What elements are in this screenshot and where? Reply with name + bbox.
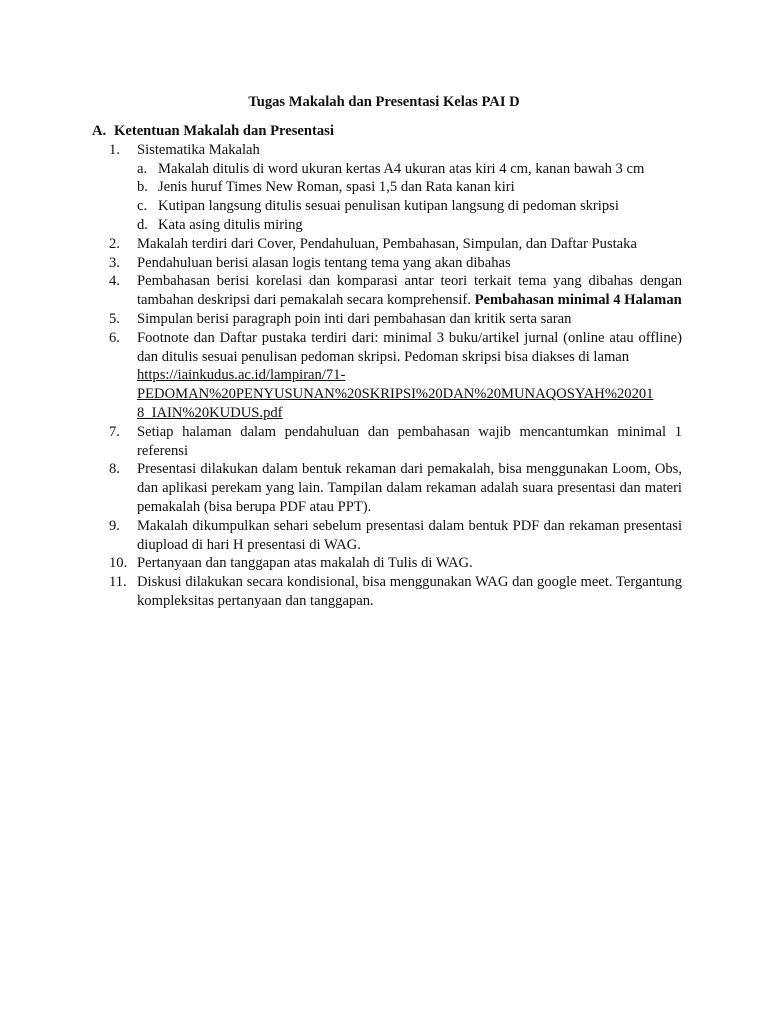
list-item	[92, 272, 682, 310]
list-item-number: 9.	[109, 517, 120, 534]
sub-list-item	[137, 216, 682, 235]
section-heading-text: Ketentuan Makalah dan Presentasi	[114, 123, 334, 139]
sub-list-item	[137, 178, 682, 197]
sub-item-letter: c.	[137, 198, 148, 215]
list-item-text: Simpulan berisi paragraph poin inti dari pembahasan dan kritik serta saran	[137, 310, 572, 327]
section-marker: A.	[92, 123, 107, 139]
list-item-text: Pertanyaan dan tanggapan atas makalah di Tulis di WAG.	[137, 555, 473, 572]
list-item-number: 11.	[109, 574, 127, 591]
list-item-text: Diskusi dilakukan secara kondisional, bisa menggunakan WAG dan google meet. Tergantung kompleksitas pertanyaan dan tanggapan.	[137, 574, 682, 609]
list-item	[92, 329, 682, 423]
sub-item-letter: b.	[137, 179, 148, 196]
list-item-text: Footnote dan Daftar pustaka terdiri dari: minimal 3 buku/artikel jurnal (online atau offline) dan ditulis sesuai penulisan pedoman skripsi. Pedoman skripsi bisa diakses di laman	[137, 329, 682, 365]
list-item-text: Pembahasan berisi korelasi dan komparasi antar teori terkait tema yang dibahas dengan tambahan deskripsi dari pemakalah secara komprehensif.	[137, 273, 682, 309]
list-item	[92, 235, 682, 254]
pedoman-link-line[interactable]: https://iainkudus.ac.id/lampiran/71-	[137, 367, 346, 384]
pedoman-link-line[interactable]: 8_IAIN%20KUDUS.pdf	[137, 404, 283, 421]
list-item-number: 7.	[109, 423, 120, 440]
list-item	[92, 554, 682, 573]
sub-item-text: Kata asing ditulis miring	[158, 216, 303, 233]
list-item	[92, 573, 682, 611]
sub-item-text: Makalah ditulis di word ukuran kertas A4 ukuran atas kiri 4 cm, kanan bawah 3 cm	[158, 160, 645, 177]
pedoman-link-line[interactable]: PEDOMAN%20PENYUSUNAN%20SKRIPSI%20DAN%20MUNAQOSYAH%20201	[137, 386, 654, 403]
page-title: Tugas Makalah dan Presentasi Kelas PAI D	[248, 94, 520, 110]
rules-list	[92, 141, 682, 611]
list-item	[92, 310, 682, 329]
sub-list-item	[137, 160, 682, 179]
list-item	[92, 141, 682, 235]
section-heading	[92, 122, 682, 141]
section-a	[92, 122, 682, 611]
list-item-number: 8.	[109, 461, 120, 478]
list-item	[92, 460, 682, 516]
list-item-number: 3.	[109, 254, 120, 271]
list-item	[92, 517, 682, 555]
list-item-text: Makalah terdiri dari Cover, Pendahuluan, Pembahasan, Simpulan, dan Daftar Pustaka	[137, 235, 637, 252]
list-item	[92, 254, 682, 273]
list-item-number: 1.	[109, 141, 120, 158]
list-item-text: Presentasi dilakukan dalam bentuk rekaman dari pemakalah, bisa menggunakan Loom, Obs, dan aplikasi perekam yang lain. Tampilan dalam rekaman adalah suara presentasi dan materi pemakalah (bisa berupa PDF atau PPT).	[137, 461, 682, 515]
sub-list-item	[137, 197, 682, 216]
sub-item-text: Jenis huruf Times New Roman, spasi 1,5 dan Rata kanan kiri	[158, 179, 515, 196]
list-item-text: Sistematika Makalah	[137, 141, 260, 158]
sub-item-letter: d.	[137, 216, 148, 233]
list-item	[92, 423, 682, 461]
sub-list	[137, 160, 682, 235]
list-item-number: 6.	[109, 329, 120, 346]
list-item-text: Pendahuluan berisi alasan logis tentang tema yang akan dibahas	[137, 254, 511, 271]
sub-item-text: Kutipan langsung ditulis sesuai penulisan kutipan langsung di pedoman skripsi	[158, 198, 619, 215]
list-item-text: Makalah dikumpulkan sehari sebelum presentasi dalam bentuk PDF dan rekaman presentasi diupload di hari H presentasi di WAG.	[137, 517, 682, 553]
list-item-text: Setiap halaman dalam pendahuluan dan pembahasan wajib mencantumkan minimal 1 referensi	[137, 423, 682, 459]
list-item-number: 4.	[109, 273, 120, 290]
list-item-bold-text: Pembahasan minimal 4 Halaman	[474, 292, 682, 309]
pedoman-link[interactable]	[137, 366, 682, 422]
list-item-number: 10.	[109, 555, 128, 572]
list-item-number: 5.	[109, 310, 120, 327]
list-item-number: 2.	[109, 235, 120, 252]
sub-item-letter: a.	[137, 160, 148, 177]
